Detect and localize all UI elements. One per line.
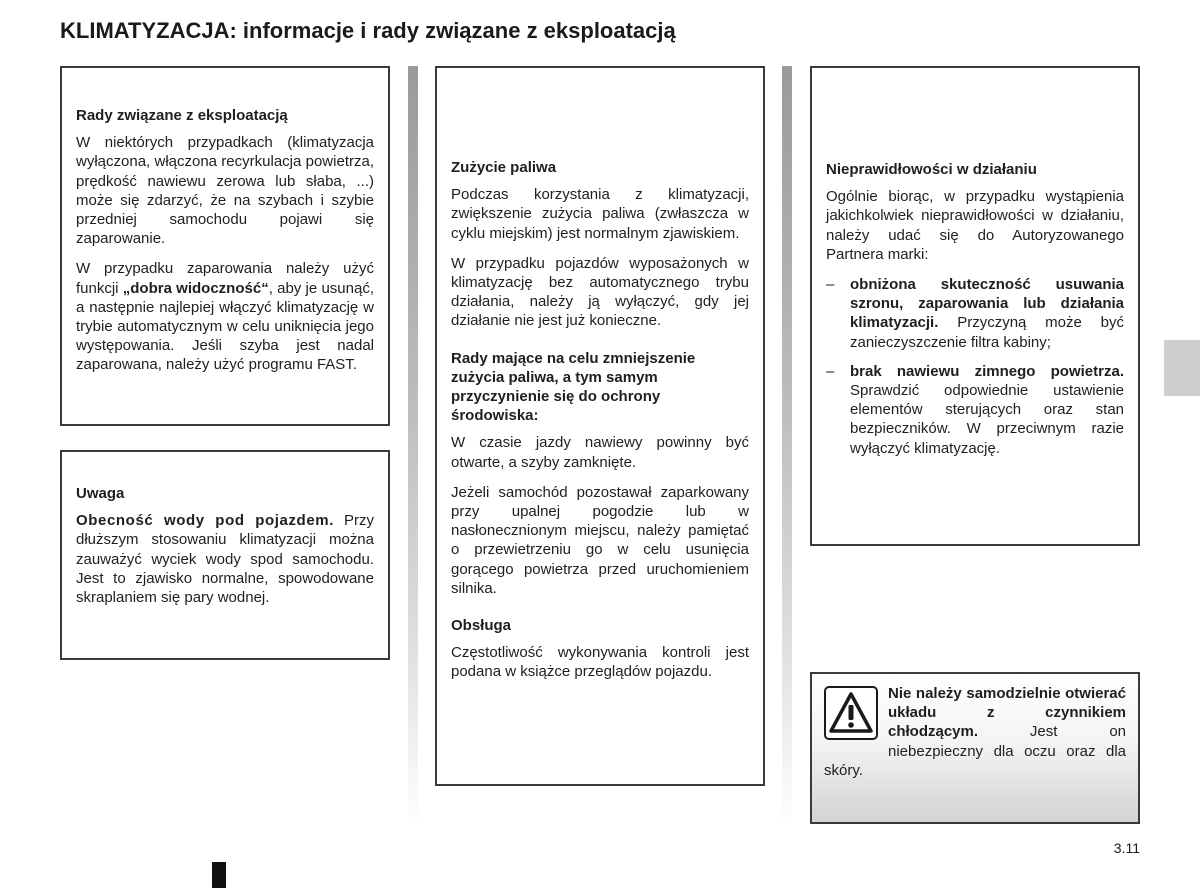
warning-box	[810, 672, 1140, 824]
page-title: KLIMATYZACJA: informacje i rady związane z eksploatacją	[60, 18, 676, 43]
list-item	[826, 275, 1124, 352]
item-text: Przyczyną może być zanieczyszczenie filtra kabiny;	[850, 314, 1124, 351]
fuel-consumption-heading: Zużycie paliwa	[451, 159, 557, 176]
fuel-consumption-box	[435, 66, 765, 786]
text-run: , aby je usunąć, a następnie najlepiej włączyć klimatyzację w trybie automatycznym w celu uniknięcia jego występowania. Jeśli szyba jest nadal zaparowana, należy użyć programu FAST.	[76, 279, 374, 374]
warning-text: Jest on niebezpieczny dla oczu oraz dla skóry.	[824, 723, 1126, 779]
maintenance-paragraph: Częstotliwość wykonywania kontroli jest podana w książce przeglądów pojazdu.	[451, 644, 749, 681]
malfunctions-list	[826, 275, 1124, 458]
item-text: Sprawdzić odpowiednie ustawienie elementów sterujących oraz stan bezpieczników. W przeciwnym razie wyłączyć klimatyzację.	[850, 382, 1124, 457]
operating-tips-box	[60, 66, 390, 426]
warning-bold: Nie należy samodzielnie otwierać układu z czynnikiem chłodzącym.	[888, 685, 1126, 741]
item-bold: brak nawiewu zimnego powietrza.	[850, 362, 1124, 380]
eco-paragraph: Jeżeli samochód pozostawał zaparkowany przy upalnej pogodzie lub w nasłonecznionym miejscu, należy pamiętać o przewietrzeniu go w celu usunięcia gorącego powietrza przed uruchomieniem silnika.	[451, 483, 749, 597]
maintenance-heading: Obsługa	[451, 617, 512, 635]
malfunctions-box	[810, 66, 1140, 546]
fuel-paragraph: Podczas korzystania z klimatyzacji, zwiększenie zużycia paliwa (zwłaszcza w cyklu miejskim) jest normalnym zjawiskiem.	[451, 186, 749, 242]
operating-tips-paragraph: W niektórych przypadkach (klimatyzacja wyłączona, włączona recyrkulacja powietrza, prędkość nawiewu zerowa lub słaba, ...) może się zdarzyć, że na szybach i szybie przedniej samochodu pojawi się zaparowanie.	[76, 134, 374, 248]
dash-marker: –	[826, 362, 835, 380]
column-separator	[782, 66, 792, 826]
malfunctions-heading: Nieprawidłowości w działaniu	[826, 161, 1037, 178]
note-box	[60, 450, 390, 660]
page-number: 3.11	[1113, 840, 1140, 856]
operating-tips-heading: Rady związane z eksploatacją	[76, 107, 288, 124]
warning-triangle-icon	[824, 686, 878, 740]
note-text: Przy dłuższym stosowaniu klimatyzacji można zauważyć wyciek wody spod samochodu. Jest to zjawisko normalne, spowodowane skraplaniem się pary wodnej.	[76, 512, 374, 607]
dash-marker: –	[826, 276, 835, 294]
eco-tips-heading: Rady mające na celu zmniejszenie zużycia paliwa, a tym samym przyczynienie się do ochrony środowiska:	[451, 349, 696, 425]
text-run: W przypadku zaparowania należy użyć funkcji	[76, 260, 374, 297]
chapter-tab	[1164, 340, 1200, 396]
function-name: „dobra widoczność“	[122, 279, 269, 297]
note-heading: Uwaga	[76, 485, 125, 502]
note-bold: Obecność wody pod pojazdem.	[76, 512, 334, 530]
note-paragraph	[76, 511, 374, 607]
eco-paragraph: W czasie jazdy nawiewy powinny być otwarte, a szyby zamknięte.	[451, 434, 749, 471]
fuel-paragraph: W przypadku pojazdów wyposażonych w klimatyzację bez automatycznego trybu działania, należy ją wyłączyć, gdy jej działanie nie jest już konieczne.	[451, 254, 749, 330]
malfunctions-intro: Ogólnie biorąc, w przypadku wystąpienia jakichkolwiek nieprawidłowości w działaniu, należy udać się do Autoryzowanego Partnera marki:	[826, 188, 1124, 263]
item-bold: obniżona skuteczność usuwania szronu, zaparowania lub działania klimatyzacji.	[850, 276, 1124, 332]
list-item	[826, 362, 1124, 458]
operating-tips-paragraph	[76, 259, 374, 374]
column-separator	[408, 66, 418, 826]
binding-mark	[212, 862, 226, 888]
